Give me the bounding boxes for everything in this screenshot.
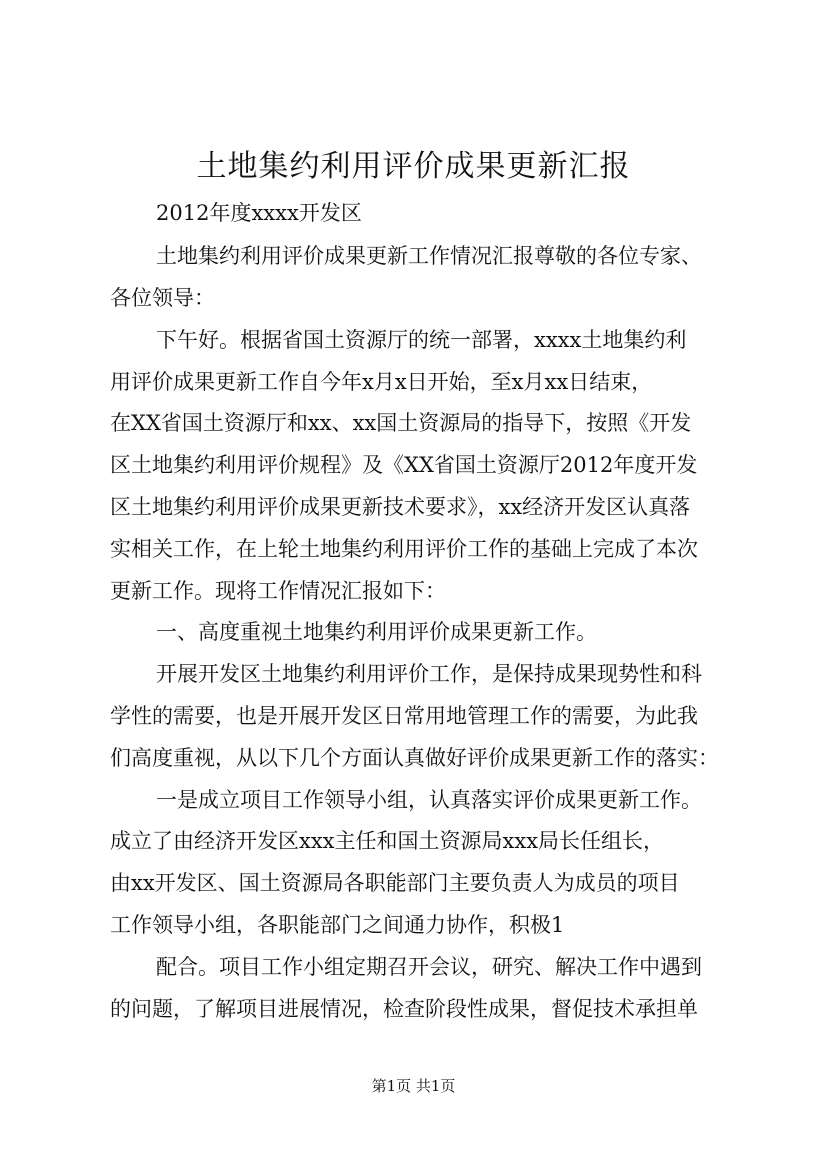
- body-line: 下午好。根据省国土资源厅的统一部署，xxxx土地集约利: [156, 328, 687, 352]
- body-line: 在XX省国土资源厅和xx、xx国土资源局的指导下，按照《开发: [110, 411, 692, 435]
- body-line: 一是成立项目工作领导小组，认真落实评价成果更新工作。: [156, 788, 702, 812]
- body-line: 用评价成果更新工作自今年x月x日开始，至x月xx日结束，: [110, 370, 653, 394]
- body-line: 开展开发区土地集约利用评价工作，是保持成果现势性和科: [156, 662, 702, 686]
- body-line: 各位领导：: [110, 286, 215, 310]
- body-line: 土地集约利用评价成果更新工作情况汇报尊敬的各位专家、: [156, 244, 702, 268]
- body-line: 工作领导小组，各职能部门之间通力协作，积极1: [110, 913, 565, 937]
- body-line: 配合。项目工作小组定期召开会议，研究、解决工作中遇到: [156, 955, 702, 979]
- body-line: 区土地集约利用评价规程》及《XX省国土资源厅2012年度开发: [110, 453, 698, 477]
- body-line: 区土地集约利用评价成果更新技术要求》，xx经济开发区认真落: [110, 495, 691, 519]
- body-line: 由xx开发区、国土资源局各职能部门主要负责人为成员的项目: [110, 871, 680, 895]
- section-heading: 一、高度重视土地集约利用评价成果更新工作。: [156, 620, 597, 644]
- body-line: 更新工作。现将工作情况汇报如下：: [110, 579, 446, 603]
- page-footer: 第1页 共1页: [371, 1077, 456, 1095]
- document-title: 土地集约利用评价成果更新汇报: [196, 149, 631, 184]
- body-line: 的问题，了解项目进展情况，检查阶段性成果，督促技术承担单: [110, 997, 698, 1021]
- body-line: 成立了由经济开发区xxx主任和国土资源局xxx局长任组长，: [110, 829, 665, 853]
- body-line: 们高度重视，从以下几个方面认真做好评价成果更新工作的落实：: [110, 746, 719, 770]
- body-line: 学性的需要，也是开展开发区日常用地管理工作的需要，为此我: [110, 704, 698, 728]
- body-line: 实相关工作，在上轮土地集约利用评价工作的基础上完成了本次: [110, 537, 698, 561]
- subtitle-line: 2012年度xxxx开发区: [156, 201, 362, 225]
